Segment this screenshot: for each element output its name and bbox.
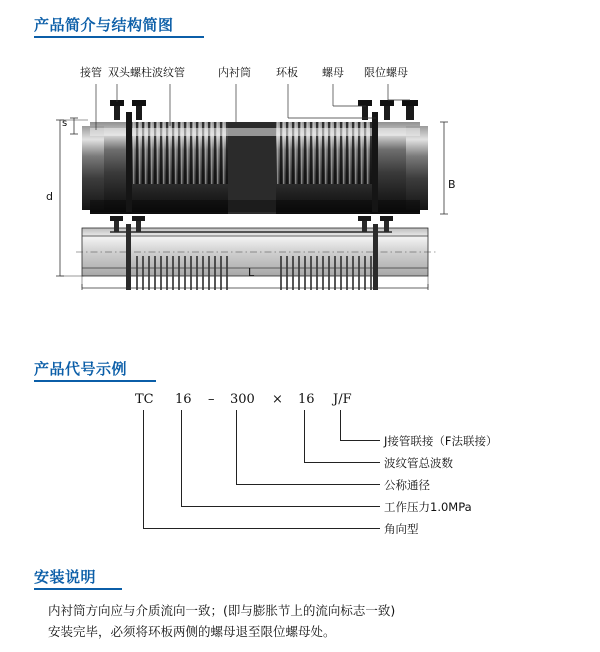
callout-label-nut: 螺母 — [322, 66, 344, 79]
leader-line-diameter — [236, 410, 237, 484]
callout-label-nozzle: 接管 — [80, 66, 102, 79]
callout-label-ring-plate: 环板 — [276, 66, 298, 79]
code-token-connection: J/F — [333, 392, 352, 407]
dimension-label-s: s — [62, 118, 68, 129]
install-note-line: 安装完毕，必须将环板两侧的螺母退至限位螺母处。 — [48, 624, 336, 639]
section-heading-code: 产品代号示例 — [34, 360, 128, 378]
section-heading-install: 安装说明 — [34, 568, 97, 586]
leader-line-diameter-h — [236, 484, 380, 485]
leader-line-wave-count-h — [304, 462, 380, 463]
code-token-series: TC — [135, 392, 154, 407]
code-token-multiply: × — [272, 392, 283, 407]
structure-diagram — [40, 60, 560, 290]
code-desc-diameter: 公称通径 — [384, 478, 430, 492]
code-token-wave-count: 16 — [298, 392, 315, 407]
product-code-diagram — [40, 392, 560, 542]
structure-diagram-svg — [40, 60, 560, 290]
leader-line-type-h — [143, 528, 380, 529]
code-desc-type: 角向型 — [384, 522, 419, 536]
heading-underline-structure — [34, 36, 204, 38]
install-note-line: 内衬筒方向应与介质流向一致；(即与膨胀节上的流向标志一致) — [48, 603, 396, 618]
code-token-diameter: 300 — [230, 392, 255, 407]
code-token-dash: – — [208, 392, 215, 407]
heading-underline-code — [34, 380, 156, 382]
leader-line-connection-h — [340, 440, 380, 441]
code-desc-wave-count: 波纹管总波数 — [384, 456, 453, 470]
callout-label-bellows: 波纹管 — [152, 66, 185, 79]
callout-label-double-end-stud: 双头螺柱 — [108, 66, 152, 79]
code-desc-connection: J接管联接（F法联接） — [384, 434, 498, 448]
leader-line-wave-count — [304, 410, 305, 462]
dimension-label-l: L — [248, 266, 255, 279]
dimension-label-b: B — [448, 178, 456, 191]
leader-line-pressure-h — [181, 506, 380, 507]
section-heading-structure: 产品简介与结构简图 — [34, 16, 174, 34]
install-notes — [48, 600, 568, 642]
leader-line-connection — [340, 410, 341, 440]
heading-underline-install — [34, 588, 122, 590]
dimension-label-d: d — [46, 190, 53, 203]
code-token-pressure: 16 — [175, 392, 192, 407]
leader-line-pressure — [181, 410, 182, 506]
callout-label-limit-nut: 限位螺母 — [364, 66, 408, 79]
callout-label-liner: 内衬筒 — [218, 66, 251, 79]
leader-line-type — [143, 410, 144, 528]
code-desc-pressure: 工作压力1.0MPa — [384, 500, 472, 514]
